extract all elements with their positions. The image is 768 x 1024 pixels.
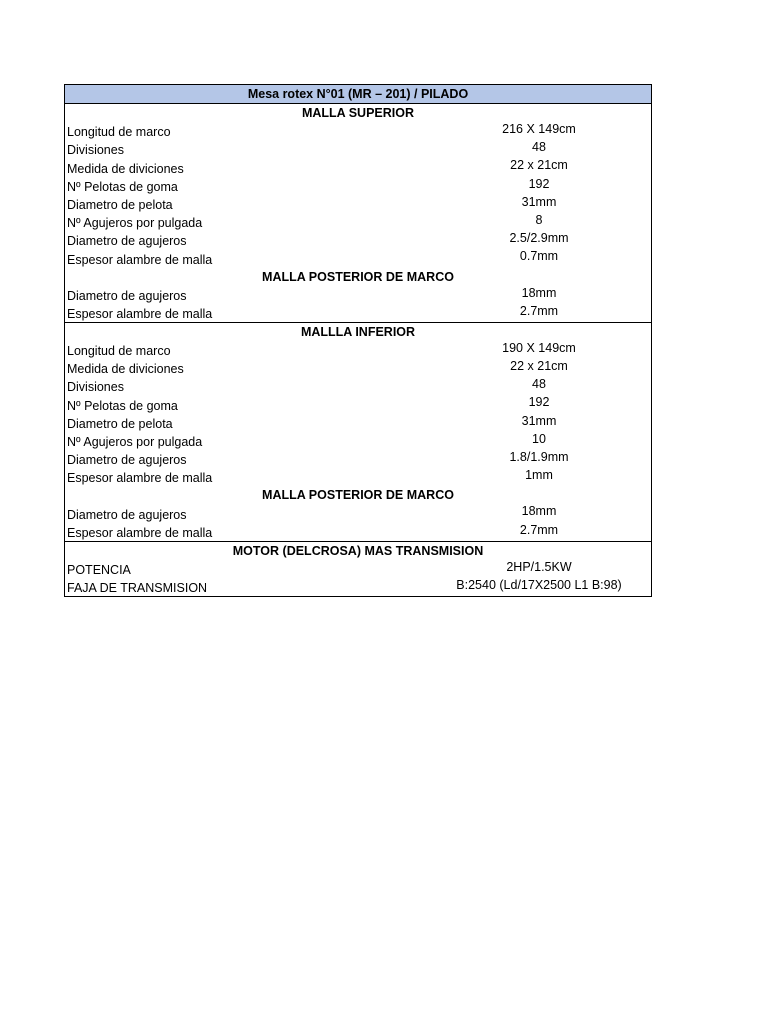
row-label: Longitud de marco [67,125,171,140]
row-label: FAJA DE TRANSMISION [67,581,208,596]
row-value: B:2540 (Ld/17X2500 L1 B:98) [456,577,622,592]
table-row [65,395,651,413]
row-value: 2.5/2.9mm [509,231,569,246]
table-row [65,304,651,322]
table-row [65,432,651,450]
row-value: 8 [535,212,543,227]
row-value: 2HP/1.5KW [506,559,572,574]
row-label: Diametro de pelota [67,197,173,212]
row-label: Nº Pelotas de goma [67,398,178,413]
row-label: Diametro de agujeros [67,234,187,249]
table-row [65,286,651,304]
table-row [65,450,651,468]
row-value: 2.7mm [519,303,559,318]
table-row [65,578,651,596]
row-value: 190 X 149cm [502,340,576,355]
row-value: 1mm [525,468,553,483]
row-label: Diametro de pelota [67,416,173,431]
table-row [65,523,651,541]
row-label: Espesor alambre de malla [67,252,213,267]
section-header: MOTOR (DELCROSA) MAS TRANSMISION [232,543,484,558]
row-label: Espesor alambre de malla [67,471,213,486]
row-label: Diametro de agujeros [67,453,187,468]
row-value: 216 X 149cm [502,122,576,136]
row-value: 22 x 21cm [510,359,568,374]
row-label: Medida de diviciones [67,161,184,176]
row-value: 48 [532,140,546,155]
table-title: Mesa rotex N°01 (MR – 201) / PILADO [65,85,651,104]
table-row [65,377,651,395]
table-row [65,504,651,522]
row-value: 31mm [521,194,557,209]
table-row [65,231,651,249]
section-header: MALLLA INFERIOR [300,324,416,339]
table-row [65,560,651,578]
table-row [65,414,651,432]
row-value: 18mm [521,285,557,300]
table-row [65,122,651,140]
row-label: Nº Agujeros por pulgada [67,435,203,449]
section-malla-inferior [65,323,651,542]
row-label: Espesor alambre de malla [67,525,213,540]
row-value: 192 [528,395,550,410]
subsection-header: MALLA POSTERIOR DE MARCO [262,269,454,284]
row-label: Divisiones [67,380,124,395]
table-row [65,468,651,486]
section-header: MALLA SUPERIOR [301,106,415,120]
row-label: Divisiones [67,143,124,158]
row-value: 22 x 21cm [510,158,568,173]
row-value: 31mm [521,413,557,428]
spec-table [64,84,652,597]
table-row [65,213,651,231]
row-label: Diametro de agujeros [67,288,187,303]
table-row [65,359,651,377]
table-row [65,195,651,213]
row-label: Nº Pelotas de goma [67,179,178,194]
row-value: 2.7mm [519,522,559,537]
row-label: Espesor alambre de malla [67,306,213,321]
subsection-header: MALLA POSTERIOR DE MARCO [262,488,454,503]
row-label: Medida de diviciones [67,362,184,377]
row-value: 48 [532,377,546,392]
row-value: 192 [528,176,550,191]
table-row [65,158,651,176]
section-motor [65,542,651,596]
row-label: POTENCIA [67,562,131,577]
section-malla-superior [65,104,651,323]
row-label: Diametro de agujeros [67,507,187,522]
row-value: 0.7mm [519,249,559,264]
table-row [65,249,651,267]
row-label: Nº Agujeros por pulgada [67,216,203,231]
table-row [65,177,651,195]
row-value: 18mm [521,504,557,519]
row-value: 10 [532,431,546,446]
row-label: Longitud de marco [67,344,171,359]
table-row [65,140,651,158]
row-value: 1.8/1.9mm [509,450,569,464]
table-row [65,341,651,359]
